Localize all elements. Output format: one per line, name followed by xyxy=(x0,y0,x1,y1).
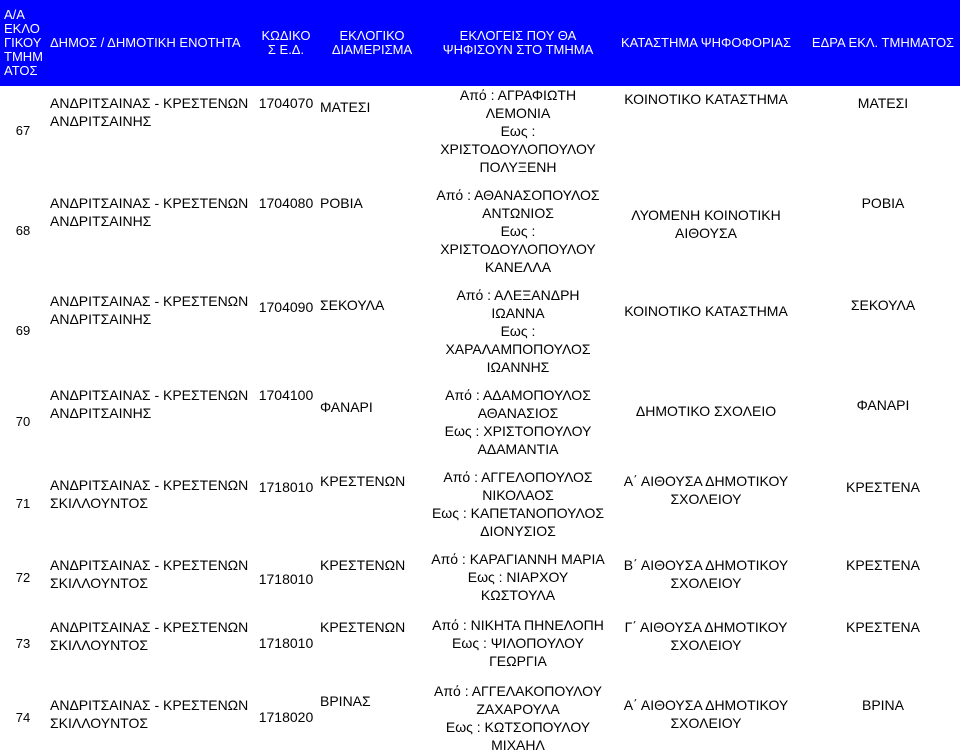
row-spacer-cell xyxy=(0,276,960,286)
row-spacer xyxy=(0,376,960,386)
row-spacer-cell xyxy=(0,458,960,468)
station-line: ΛΥΟΜΕΝΗ ΚΟΙΝΟΤΙΚΗ xyxy=(631,207,781,223)
row-spacer xyxy=(0,276,960,286)
station-line: Α΄ ΑΙΘΟΥΣΑ ΔΗΜΟΤΙΚΟΥ xyxy=(623,473,789,489)
station-line: ΣΧΟΛΕΙΟΥ xyxy=(670,637,742,653)
cell-edra: ΡΟΒΙΑ xyxy=(861,195,905,211)
station-line: Γ΄ ΑΙΘΟΥΣΑ ΔΗΜΟΤΙΚΟΥ xyxy=(624,619,788,635)
station-line: ΑΙΘΟΥΣΑ xyxy=(675,225,737,241)
voter-range-line: Εως : xyxy=(500,323,536,339)
cell-dimos xyxy=(46,468,258,540)
cell-eklogeis xyxy=(430,550,606,606)
voter-range-line: Εως : ΧΡΙΣΤΟΠΟΥΛΟΥ xyxy=(444,423,592,439)
voter-range-line: ΧΡΙΣΤΟΔΟΥΛΟΠΟΥΛΟΥ xyxy=(440,241,596,257)
dimos-name: ΑΝΔΡΙΤΣΑΙΝΑΣ - ΚΡΕΣΤΕΝΩΝ xyxy=(50,697,249,713)
voter-range-line: ΑΔΑΜΑΝΤΙΑ xyxy=(477,441,559,457)
voter-range-line: Από : ΚΑΡΑΓΙΑΝΝΗ ΜΑΡΙΑ xyxy=(431,551,605,567)
voter-range-line: ΚΑΝΕΛΛΑ xyxy=(484,259,552,275)
voter-range-line: Από : ΑΓΓΕΛΑΚΟΠΟΥΛΟΥ xyxy=(434,683,602,699)
station-line: ΣΧΟΛΕΙΟΥ xyxy=(670,575,742,591)
header-dimos: ΔΗΜΟΣ / ΔΗΜΟΤΙΚΗ ΕΝΟΤΗΤΑ xyxy=(46,0,258,86)
cell-dimos xyxy=(46,86,258,176)
cell-diamerisma: ΚΡΕΣΤΕΝΩΝ xyxy=(320,473,406,489)
station-line: ΚΟΙΝΟΤΙΚΟ ΚΑΤΑΣΤΗΜΑ xyxy=(624,91,788,107)
cell-aa: 68 xyxy=(15,223,31,238)
cell-kodikos: 1704080 xyxy=(258,195,314,211)
cell-katastima xyxy=(606,550,806,606)
table-row xyxy=(0,616,960,672)
header-kodikos: ΚΩΔΙΚΟ Σ Ε.Δ. xyxy=(258,0,314,86)
cell-diamerisma: ΡΟΒΙΑ xyxy=(320,195,363,211)
table-header xyxy=(0,0,960,86)
cell-kodikos: 1718010 xyxy=(258,571,314,587)
voter-range-line: Εως : ΚΩΤΣΟΠΟΥΛΟΥ xyxy=(445,719,591,735)
dimos-name: ΑΝΔΡΙΤΣΑΙΝΑΣ - ΚΡΕΣΤΕΝΩΝ xyxy=(50,195,249,211)
station-line: ΚΟΙΝΟΤΙΚΟ ΚΑΤΑΣΤΗΜΑ xyxy=(624,303,788,319)
cell-kodikos: 1718020 xyxy=(258,709,314,725)
cell-kodikos: 1718010 xyxy=(258,479,314,495)
dimos-name: ΑΝΔΡΙΤΣΑΙΝΑΣ - ΚΡΕΣΤΕΝΩΝ xyxy=(50,95,249,111)
voter-range-line: ΧΑΡΑΛΑΜΠΟΠΟΥΛΟΣ xyxy=(445,341,591,357)
cell-aa: 73 xyxy=(15,636,31,651)
cell-dimos xyxy=(46,186,258,276)
voter-range-line: ΑΘΑΝΑΣΙΟΣ xyxy=(477,405,559,421)
voter-range-line: Εως : ΝΙΑΡΧΟΥ ΚΩΣΤΟΥΛΑ xyxy=(467,569,569,603)
cell-eklogeis xyxy=(430,682,606,754)
dimotiki-enotita: ΣΚΙΛΛΟΥΝΤΟΣ xyxy=(50,637,149,653)
voter-range-line: Από : ΑΓΓΕΛΟΠΟΥΛΟΣ xyxy=(443,469,593,485)
cell-eklogeis xyxy=(430,386,606,458)
table-row xyxy=(0,186,960,276)
cell-diamerisma: ΒΡΙΝΑΣ xyxy=(320,693,371,709)
cell-eklogeis xyxy=(430,186,606,276)
cell-kodikos: 1704090 xyxy=(258,299,314,315)
dimotiki-enotita: ΣΚΙΛΛΟΥΝΤΟΣ xyxy=(50,575,149,591)
station-line: Α΄ ΑΙΘΟΥΣΑ ΔΗΜΟΤΙΚΟΥ xyxy=(623,697,789,713)
voter-range-line: ΖΑΧΑΡΟΥΛΑ xyxy=(476,701,560,717)
row-spacer-cell xyxy=(0,540,960,550)
voter-range-line: Εως : ΨΙΛΟΠΟΥΛΟΥ xyxy=(452,635,584,651)
header-edra: ΕΔΡΑ ΕΚΛ. ΤΜΗΜΑΤΟΣ xyxy=(806,0,960,86)
dimos-name: ΑΝΔΡΙΤΣΑΙΝΑΣ - ΚΡΕΣΤΕΝΩΝ xyxy=(50,619,249,635)
header-katastima: ΚΑΤΑΣΤΗΜΑ ΨΗΦΟΦΟΡΙΑΣ xyxy=(606,0,806,86)
row-spacer-cell xyxy=(0,176,960,186)
cell-aa: 72 xyxy=(15,570,31,585)
station-line: ΣΧΟΛΕΙΟΥ xyxy=(670,491,742,507)
cell-diamerisma: ΦΑΝΑΡΙ xyxy=(320,399,373,415)
row-spacer xyxy=(0,606,960,616)
cell-eklogeis xyxy=(430,286,606,376)
station-line: ΣΧΟΛΕΙΟΥ xyxy=(670,715,742,731)
cell-katastima xyxy=(606,616,806,672)
cell-eklogeis xyxy=(430,86,606,176)
table-body xyxy=(0,86,960,754)
dimos-name: ΑΝΔΡΙΤΣΑΙΝΑΣ - ΚΡΕΣΤΕΝΩΝ xyxy=(50,387,249,403)
cell-dimos xyxy=(46,550,258,606)
dimotiki-enotita: ΑΝΔΡΙΤΣΑΙΝΗΣ xyxy=(50,113,152,129)
row-spacer xyxy=(0,458,960,468)
row-spacer xyxy=(0,176,960,186)
dimos-name: ΑΝΔΡΙΤΣΑΙΝΑΣ - ΚΡΕΣΤΕΝΩΝ xyxy=(50,557,249,573)
voter-range-line: Εως : xyxy=(500,223,536,239)
cell-kodikos: 1718010 xyxy=(258,635,314,651)
row-spacer xyxy=(0,540,960,550)
cell-diamerisma: ΣΕΚΟΥΛΑ xyxy=(320,297,385,313)
voter-range-line: ΠΟΛΥΞΕΝΗ xyxy=(479,159,557,175)
cell-katastima xyxy=(606,186,806,276)
cell-dimos xyxy=(46,616,258,672)
voter-range-line: Από : ΑΘΑΝΑΣΟΠΟΥΛΟΣ xyxy=(436,187,600,203)
cell-edra: ΦΑΝΑΡΙ xyxy=(856,397,910,413)
cell-katastima xyxy=(606,86,806,176)
cell-aa: 74 xyxy=(15,710,31,725)
table-row xyxy=(0,682,960,754)
cell-diamerisma: ΚΡΕΣΤΕΝΩΝ xyxy=(320,557,406,573)
cell-kodikos: 1704070 xyxy=(258,95,314,111)
cell-edra: ΚΡΕΣΤΕΝΑ xyxy=(845,557,920,573)
dimotiki-enotita: ΑΝΔΡΙΤΣΑΙΝΗΣ xyxy=(50,405,152,421)
station-line: ΔΗΜΟΤΙΚΟ ΣΧΟΛΕΙΟ xyxy=(635,403,777,419)
cell-aa: 69 xyxy=(15,323,31,338)
dimotiki-enotita: ΣΚΙΛΛΟΥΝΤΟΣ xyxy=(50,715,149,731)
row-spacer-cell xyxy=(0,672,960,682)
station-line: Β΄ ΑΙΘΟΥΣΑ ΔΗΜΟΤΙΚΟΥ xyxy=(623,557,789,573)
voter-range-line: ΙΩΑΝΝΗΣ xyxy=(486,359,550,375)
header-eklogeis: ΕΚΛΟΓΕΙΣ ΠΟΥ ΘΑ ΨΗΦΙΣΟΥΝ ΣΤΟ ΤΜΗΜΑ xyxy=(430,0,606,86)
voter-range-line: ΜΙΧΑΗΛ xyxy=(491,737,545,753)
table-row xyxy=(0,386,960,458)
voter-range-line: Από : ΑΔΑΜΟΠΟΥΛΟΣ xyxy=(445,387,591,403)
cell-dimos xyxy=(46,682,258,754)
row-spacer-cell xyxy=(0,376,960,386)
dimotiki-enotita: ΣΚΙΛΛΟΥΝΤΟΣ xyxy=(50,495,149,511)
row-spacer-cell xyxy=(0,606,960,616)
voter-range-line: ΝΙΚΟΛΑΟΣ xyxy=(482,487,554,503)
dimos-name: ΑΝΔΡΙΤΣΑΙΝΑΣ - ΚΡΕΣΤΕΝΩΝ xyxy=(50,293,249,309)
cell-dimos xyxy=(46,386,258,458)
header-diamerisma: ΕΚΛΟΓΙΚΟ ΔΙΑΜΕΡΙΣΜΑ xyxy=(314,0,430,86)
dimotiki-enotita: ΑΝΔΡΙΤΣΑΙΝΗΣ xyxy=(50,213,152,229)
cell-aa: 70 xyxy=(15,414,31,429)
dimos-name: ΑΝΔΡΙΤΣΑΙΝΑΣ - ΚΡΕΣΤΕΝΩΝ xyxy=(50,477,249,493)
voter-range-line: Εως : ΚΑΠΕΤΑΝΟΠΟΥΛΟΣ xyxy=(431,505,605,521)
cell-diamerisma: ΜΑΤΕΣΙ xyxy=(320,99,371,115)
table-row xyxy=(0,86,960,176)
header-aa: Α/Α ΕΚΛΟ ΓΙΚΟΥ ΤΜΗΜ ΑΤΟΣ xyxy=(0,0,46,86)
cell-dimos xyxy=(46,286,258,376)
cell-eklogeis xyxy=(430,468,606,540)
voter-range-line: Εως : xyxy=(500,123,536,139)
voter-range-line: ΑΝΤΩΝΙΟΣ xyxy=(482,205,554,221)
row-spacer xyxy=(0,672,960,682)
cell-katastima xyxy=(606,682,806,754)
cell-edra: ΒΡΙΝΑ xyxy=(861,697,904,713)
voter-range-line: ΛΕΜΟΝΙΑ xyxy=(485,105,551,121)
voter-range-line: Από : ΝΙΚΗΤΑ ΠΗΝΕΛΟΠΗ xyxy=(432,617,604,633)
cell-aa: 67 xyxy=(15,123,31,138)
cell-katastima xyxy=(606,386,806,458)
cell-edra: ΚΡΕΣΤΕΝΑ xyxy=(845,619,920,635)
cell-edra: ΜΑΤΕΣΙ xyxy=(857,95,909,111)
cell-kodikos: 1704100 xyxy=(258,387,314,403)
voter-range-line: ΓΕΩΡΓΙΑ xyxy=(489,653,547,669)
cell-edra: ΚΡΕΣΤΕΝΑ xyxy=(845,479,920,495)
cell-eklogeis xyxy=(430,616,606,672)
voter-range-line: Από : ΑΓΡΑΦΙΩΤΗ xyxy=(459,87,577,103)
cell-katastima xyxy=(606,468,806,540)
cell-katastima xyxy=(606,286,806,376)
cell-aa: 71 xyxy=(15,496,31,511)
cell-diamerisma: ΚΡΕΣΤΕΝΩΝ xyxy=(320,619,406,635)
dimotiki-enotita: ΑΝΔΡΙΤΣΑΙΝΗΣ xyxy=(50,311,152,327)
table-row xyxy=(0,286,960,376)
table-row xyxy=(0,468,960,540)
voter-range-line: Από : ΑΛΕΞΑΝΔΡΗ ΙΩΑΝΝΑ xyxy=(456,287,580,321)
table-row xyxy=(0,550,960,606)
cell-edra: ΣΕΚΟΥΛΑ xyxy=(850,297,916,313)
voter-range-line: ΔΙΟΝΥΣΙΟΣ xyxy=(480,523,556,539)
voter-range-line: ΧΡΙΣΤΟΔΟΥΛΟΠΟΥΛΟΥ xyxy=(440,141,596,157)
